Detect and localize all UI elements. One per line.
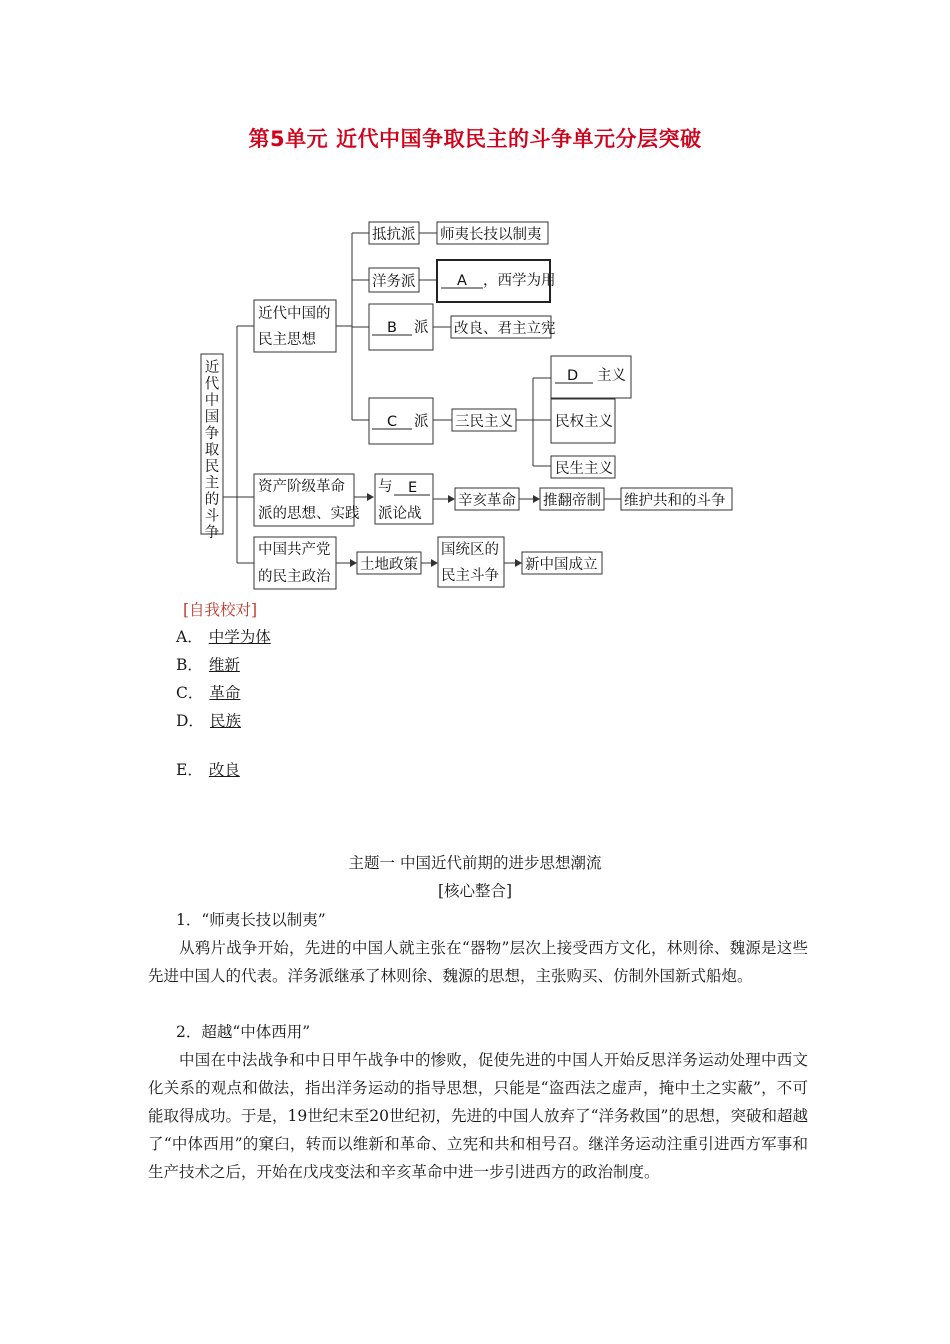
answer-a: A． 中学为体	[176, 628, 271, 646]
branch1-line2: 民主思想	[258, 332, 316, 348]
reform-idea: 改良、君主立宪	[454, 321, 556, 337]
resistance-faction: 抵抗派	[372, 227, 416, 243]
item2-title: 2．超越“中体西用”	[176, 1023, 311, 1041]
answer-e-value: 改良	[208, 761, 240, 779]
answer-d-value: 民族	[209, 712, 241, 730]
answer-b: B． 维新	[176, 656, 240, 674]
answer-c: C． 革命	[176, 684, 241, 702]
b-faction-suffix: 派	[414, 320, 429, 336]
branch3-line2: 的民主政治	[258, 569, 331, 585]
answer-b-value: 维新	[208, 656, 240, 674]
kmt-area-line2: 民主斗争	[441, 568, 499, 584]
branch3-line1: 中国共产党	[258, 542, 331, 558]
blank-c: C	[387, 414, 398, 430]
c-faction-suffix: 派	[414, 414, 429, 430]
blank-e: E	[408, 480, 418, 496]
overthrow-monarchy: 推翻帝制	[543, 493, 601, 509]
page-title: 第5单元 近代中国争取民主的斗争单元分层突破	[248, 127, 702, 151]
debate-line2: 派论战	[378, 506, 422, 522]
civil-rights: 民权主义	[555, 414, 613, 430]
blank-d: D	[567, 368, 579, 384]
defend-republic: 维护共和的斗争	[624, 493, 726, 509]
westernization-faction: 洋务派	[372, 274, 416, 290]
item1-title: 1．“师夷长技以制夷”	[176, 911, 326, 929]
answer-c-value: 革命	[209, 684, 241, 702]
three-principles: 三民主义	[455, 414, 513, 430]
answer-e: E． 改良	[176, 761, 240, 779]
branch2-line2: 派的思想、实践	[258, 506, 360, 522]
branch2-line1: 资产阶级革命	[258, 479, 345, 495]
theme1-subtitle: [核心整合]	[437, 882, 513, 900]
debate-prefix: 与	[378, 479, 393, 495]
livelihood: 民生主义	[555, 461, 613, 477]
d-principle-suffix: 主义	[597, 368, 626, 384]
blank-a: A	[457, 273, 467, 289]
xinhai-revolution: 辛亥革命	[458, 493, 516, 509]
branch1-line1: 近代中国的	[258, 306, 331, 322]
land-policy: 土地政策	[360, 557, 418, 573]
theme1-title: 主题一 中国近代前期的进步思想潮流	[348, 854, 602, 872]
new-china: 新中国成立	[525, 557, 598, 573]
self-check-label: [自我校对]	[183, 601, 258, 619]
concept-diagram	[0, 0, 950, 600]
westernization-idea: ，西学为用	[483, 273, 556, 289]
answer-d: D． 民族	[176, 712, 241, 730]
kmt-area-line1: 国统区的	[441, 542, 499, 558]
answer-a-value: 中学为体	[208, 628, 271, 646]
resistance-idea: 师夷长技以制夷	[440, 227, 542, 243]
blank-b: B	[387, 320, 397, 336]
item1-paragraph: 从鸦片战争开始，先进的中国人就主张在“器物”层次上接受西方文化，林则徐、魏源是这些先进中国人的代表。洋务派继承了林则徐、魏源的思想，主张购买、仿制外国新式船炮。	[148, 939, 808, 985]
item2-paragraph: 中国在中法战争和中日甲午战争中的惨败，促使先进的中国人开始反思洋务运动处理中西文化关系的观点和做法，指出洋务运动的指导思想，只能是“盗西法之虚声，掩中土之实蔽”，不可能取得成功。于是，19世纪末至20世纪初，先进的中国人放弃了“洋务救国”的思想，突破和超越了“中体西用”的窠臼，转而以维新和革命、立宪和共和相号召。继洋务运动注重引进西方军事和生产技术之后，开始在戊戌变法和辛亥革命中进一步引进西方的政治制度。	[148, 1051, 808, 1181]
root-label: 近代中国争取民主的斗争	[204, 360, 220, 541]
